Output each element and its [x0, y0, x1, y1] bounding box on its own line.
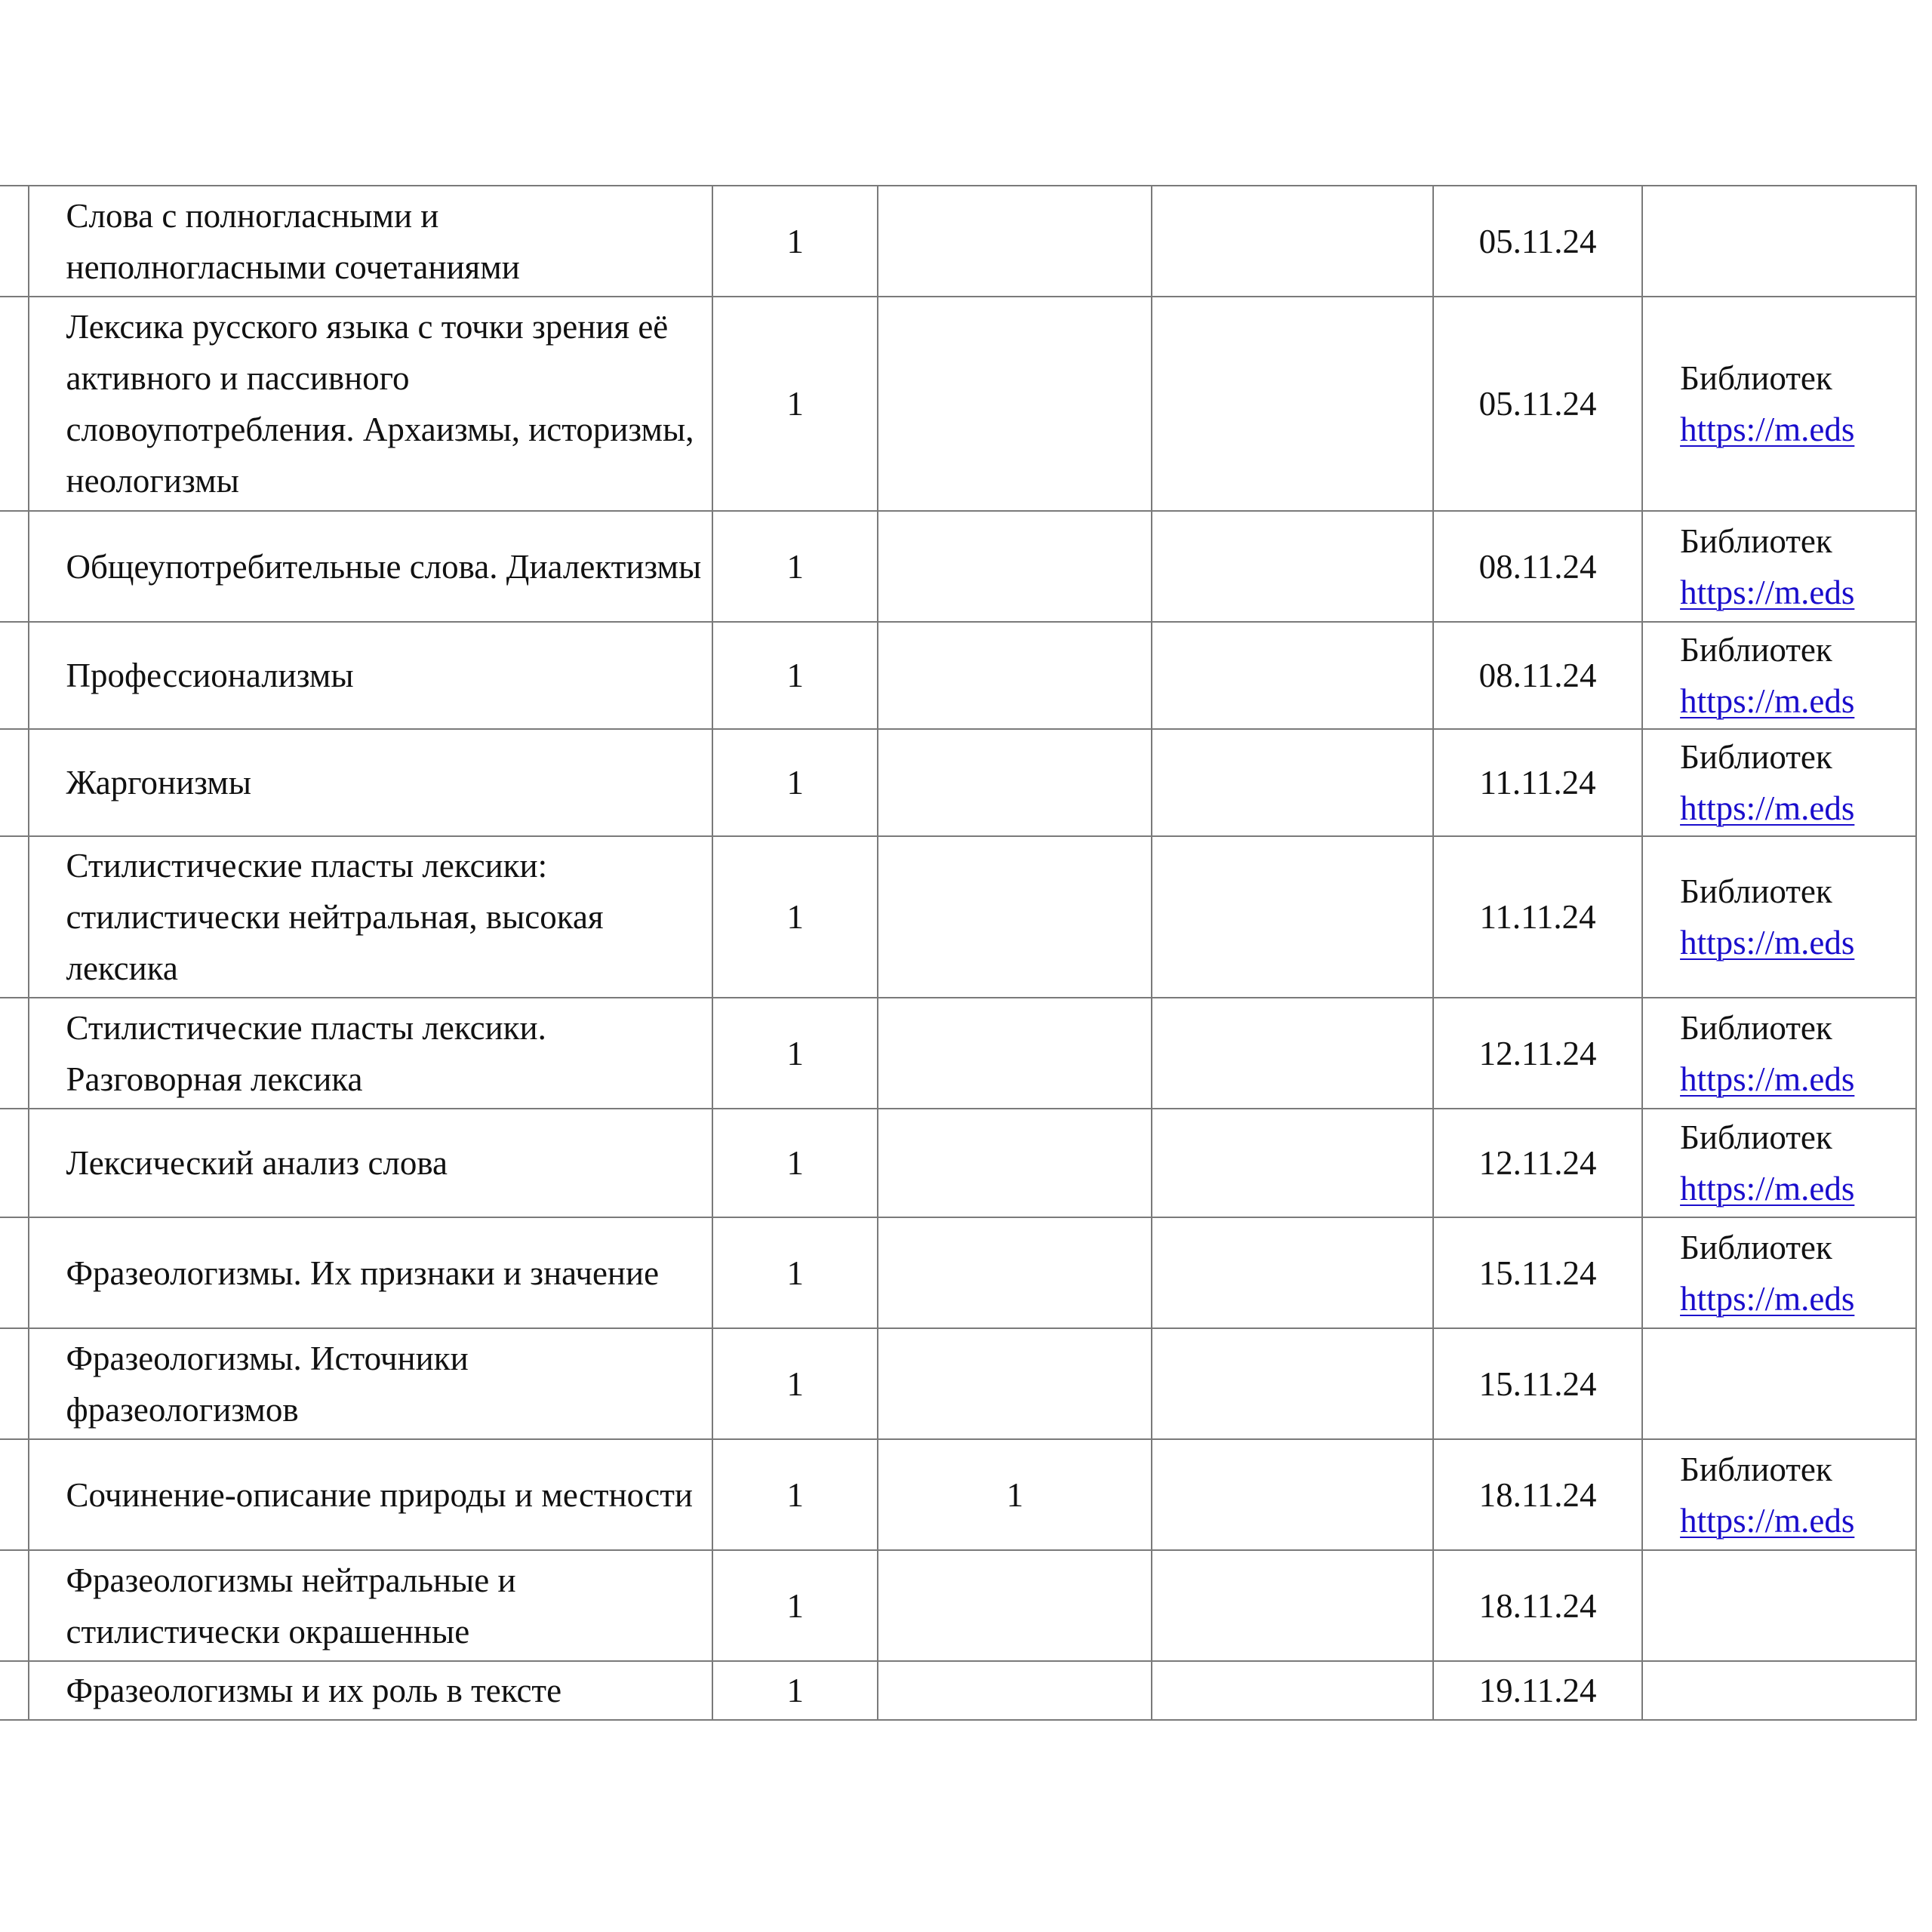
date-cell: 12.11.24 [1433, 998, 1642, 1109]
row-number-cell [0, 297, 29, 511]
resource-link[interactable]: https://m.eds [1680, 573, 1855, 611]
topic-text: Стилистические пласты лексики. Разговорная лексика [66, 1008, 546, 1098]
topic-cell [29, 1109, 713, 1217]
practice-work-cell [1152, 186, 1433, 297]
control-work-cell [878, 729, 1152, 836]
resource-link[interactable]: https://m.eds [1680, 682, 1855, 720]
row-number-cell [0, 186, 29, 297]
date-cell: 18.11.24 [1433, 1439, 1642, 1550]
date-cell: 15.11.24 [1433, 1328, 1642, 1439]
control-work-cell [878, 1550, 1152, 1661]
hours-cell: 1 [712, 1328, 878, 1439]
topic-cell [29, 1217, 713, 1328]
control-work-cell [878, 1217, 1152, 1328]
resource-label: Библиотек [1680, 1228, 1832, 1266]
resource-cell [1642, 186, 1916, 297]
resource-cell [1642, 1439, 1916, 1550]
topic-text: Общеупотребительные слова. Диалектизмы [66, 547, 702, 586]
resource-cell [1642, 1661, 1916, 1720]
resource-cell [1642, 1328, 1916, 1439]
topic-cell [29, 511, 713, 622]
control-work-cell [878, 622, 1152, 729]
resource-link[interactable]: https://m.eds [1680, 1060, 1855, 1098]
row-number-cell [0, 1328, 29, 1439]
practice-work-cell [1152, 1217, 1433, 1328]
topic-cell [29, 297, 713, 511]
hours-cell: 1 [712, 297, 878, 511]
hours-cell: 1 [712, 622, 878, 729]
row-number-cell [0, 1550, 29, 1661]
row-number-cell [0, 998, 29, 1109]
resource-link[interactable]: https://m.eds [1680, 789, 1855, 827]
resource-label: Библиотек [1680, 359, 1832, 397]
hours-cell: 1 [712, 1439, 878, 1550]
topic-text: Лексический анализ слова [66, 1144, 448, 1182]
row-number-cell [0, 1109, 29, 1217]
resource-link[interactable]: https://m.eds [1680, 411, 1855, 448]
topic-cell [29, 1439, 713, 1550]
resource-label: Библиотек [1680, 872, 1832, 910]
date-cell: 19.11.24 [1433, 1661, 1642, 1720]
practice-work-cell [1152, 1109, 1433, 1217]
topic-text: Профессионализмы [66, 657, 354, 694]
table-row [0, 1217, 1916, 1328]
resource-label: Библиотек [1680, 738, 1832, 776]
practice-work-cell [1152, 622, 1433, 729]
topic-cell [29, 1550, 713, 1661]
control-work-cell [878, 511, 1152, 622]
control-work-cell: 1 [878, 1439, 1152, 1550]
date-cell: 15.11.24 [1433, 1217, 1642, 1328]
resource-cell [1642, 998, 1916, 1109]
row-number-cell [0, 729, 29, 836]
date-cell: 11.11.24 [1433, 836, 1642, 998]
hours-cell: 1 [712, 998, 878, 1109]
resource-link[interactable]: https://m.eds [1680, 1501, 1855, 1540]
table-row [0, 729, 1916, 836]
resource-cell [1642, 729, 1916, 836]
date-cell: 08.11.24 [1433, 511, 1642, 622]
row-number-cell [0, 836, 29, 998]
hours-cell: 1 [712, 1109, 878, 1217]
topic-cell [29, 1328, 713, 1439]
practice-work-cell [1152, 1661, 1433, 1720]
resource-label: Библиотек [1680, 521, 1832, 560]
resource-label: Библиотек [1680, 1450, 1832, 1488]
resource-link[interactable]: https://m.eds [1680, 1170, 1855, 1208]
lesson-plan-table [0, 185, 1917, 1721]
date-cell: 11.11.24 [1433, 729, 1642, 836]
hours-cell: 1 [712, 729, 878, 836]
table-row [0, 297, 1916, 511]
resource-cell [1642, 297, 1916, 511]
practice-work-cell [1152, 511, 1433, 622]
row-number-cell [0, 511, 29, 622]
resource-link[interactable]: https://m.eds [1680, 924, 1855, 961]
hours-cell: 1 [712, 1217, 878, 1328]
table-row [0, 186, 1916, 297]
date-cell: 18.11.24 [1433, 1550, 1642, 1661]
table-row [0, 1661, 1916, 1720]
topic-text: Фразеологизмы и их роль в тексте [66, 1672, 562, 1709]
control-work-cell [878, 1661, 1152, 1720]
resource-label: Библиотек [1680, 631, 1832, 669]
row-number-cell [0, 1439, 29, 1550]
topic-cell [29, 998, 713, 1109]
control-work-cell [878, 1109, 1152, 1217]
table-row [0, 622, 1916, 729]
topic-text: Слова с полногласными и неполногласными сочетаниями [66, 196, 520, 286]
resource-cell [1642, 1109, 1916, 1217]
topic-cell [29, 186, 713, 297]
topic-text: Жаргонизмы [66, 764, 252, 801]
date-cell: 05.11.24 [1433, 186, 1642, 297]
control-work-cell [878, 998, 1152, 1109]
resource-cell [1642, 1217, 1916, 1328]
date-cell: 08.11.24 [1433, 622, 1642, 729]
resource-cell [1642, 836, 1916, 998]
topic-cell [29, 729, 713, 836]
row-number-cell [0, 1217, 29, 1328]
resource-link[interactable]: https://m.eds [1680, 1279, 1855, 1318]
practice-work-cell [1152, 836, 1433, 998]
control-work-cell [878, 836, 1152, 998]
row-number-cell [0, 622, 29, 729]
row-number-cell [0, 1661, 29, 1720]
topic-text: Фразеологизмы. Их признаки и значение [66, 1254, 660, 1292]
practice-work-cell [1152, 729, 1433, 836]
topic-text: Фразеологизмы нейтральные и стилистически окрашенные [66, 1561, 516, 1651]
practice-work-cell [1152, 297, 1433, 511]
resource-label: Библиотек [1680, 1118, 1832, 1156]
resource-cell [1642, 511, 1916, 622]
resource-label: Библиотек [1680, 1008, 1832, 1047]
topic-text: Фразеологизмы. Источники фразеологизмов [66, 1339, 469, 1429]
topic-cell [29, 1661, 713, 1720]
hours-cell: 1 [712, 1661, 878, 1720]
table-row [0, 511, 1916, 622]
date-cell: 05.11.24 [1433, 297, 1642, 511]
table-row [0, 1439, 1916, 1550]
table-row [0, 1109, 1916, 1217]
control-work-cell [878, 186, 1152, 297]
practice-work-cell [1152, 1328, 1433, 1439]
topic-text: Сочинение-описание природы и местности [66, 1475, 694, 1514]
hours-cell: 1 [712, 186, 878, 297]
control-work-cell [878, 297, 1152, 511]
table-row [0, 998, 1916, 1109]
hours-cell: 1 [712, 836, 878, 998]
control-work-cell [878, 1328, 1152, 1439]
topic-cell [29, 836, 713, 998]
date-cell: 12.11.24 [1433, 1109, 1642, 1217]
topic-text: Лексика русского языка с точки зрения её активного и пассивного словоупотребления. Архаизмы, историзмы, неологизмы [66, 308, 694, 500]
hours-cell: 1 [712, 1550, 878, 1661]
hours-cell: 1 [712, 511, 878, 622]
practice-work-cell [1152, 1439, 1433, 1550]
resource-cell [1642, 622, 1916, 729]
table-row [0, 1550, 1916, 1661]
topic-cell [29, 622, 713, 729]
practice-work-cell [1152, 1550, 1433, 1661]
practice-work-cell [1152, 998, 1433, 1109]
table-row [0, 836, 1916, 998]
topic-text: Стилистические пласты лексики: стилистически нейтральная, высокая лексика [66, 847, 604, 987]
table-row [0, 1328, 1916, 1439]
resource-cell [1642, 1550, 1916, 1661]
